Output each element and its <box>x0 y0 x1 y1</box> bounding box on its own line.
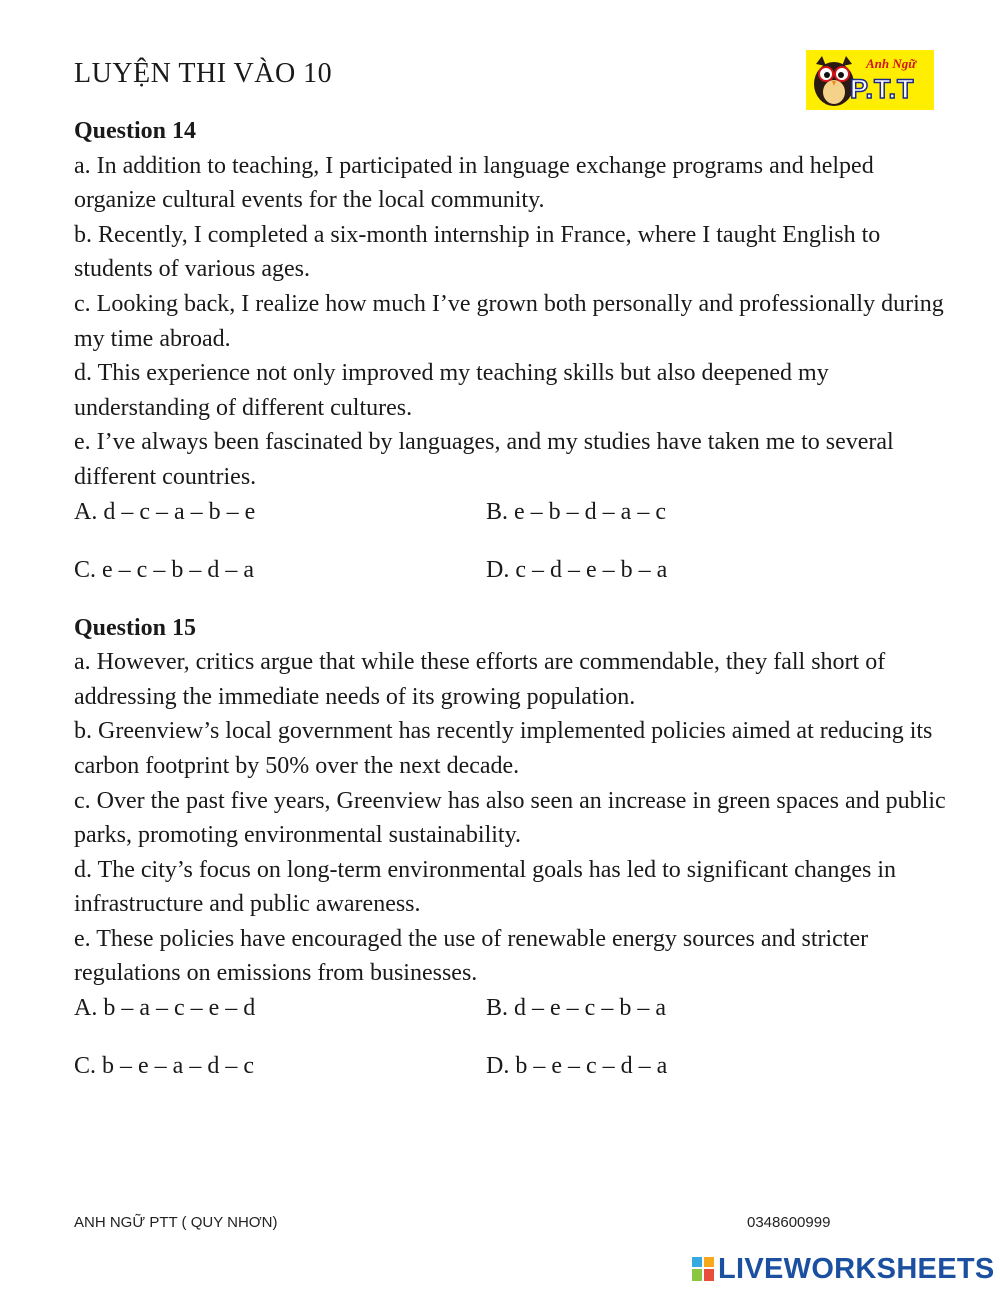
logo-text-anh-ngu: Anh Ngữ <box>866 56 917 71</box>
answer-row <box>74 553 954 611</box>
sentence-c: c. Over the past five years, Greenview has also seen an increase in green spaces and public parks, promoting environmental sustainability. <box>74 787 946 849</box>
sentence-d: d. The city’s focus on long-term environmental goals has led to significant changes in infrastructure and public awareness. <box>74 856 897 918</box>
question-title: Question 15 <box>74 614 197 641</box>
sentence-e: e. These policies have encouraged the use of renewable energy sources and stricter regulations on emissions from businesses. <box>74 925 869 987</box>
option-a[interactable]: A. d – c – a – b – e <box>74 498 256 525</box>
page-header-title: LUYỆN THI VÀO 10 <box>74 58 333 89</box>
liveworksheets-icon <box>692 1257 714 1281</box>
anh-ngu-ptt-logo <box>806 50 934 110</box>
question-block <box>74 611 954 1108</box>
sentence-a: a. However, critics argue that while these efforts are commendable, they fall short of addressing the immediate needs of its growing population. <box>74 649 886 710</box>
worksheet-content <box>74 114 954 1107</box>
sentence-e: e. I’ve always been fascinated by languages, and my studies have taken me to several different countries. <box>74 429 894 490</box>
sentence-d: d. This experience not only improved my teaching skills but also deepened my understanding of different cultures. <box>74 360 829 421</box>
liveworksheets-brand[interactable] <box>692 1252 995 1286</box>
logo-text-ptt: P.T.T <box>850 74 915 104</box>
option-b[interactable]: B. e – b – d – a – c <box>486 498 666 525</box>
sentence-b: b. Recently, I completed a six-month internship in France, where I taught English to students of various ages. <box>74 221 881 283</box>
liveworksheets-text: LIVEWORKSHEETS <box>718 1252 995 1285</box>
answer-row <box>74 991 954 1049</box>
option-a[interactable]: A. b – a – c – e – d <box>74 995 256 1022</box>
answer-row <box>74 495 954 553</box>
question-block <box>74 114 954 611</box>
sentence-b: b. Greenview’s local government has recently implemented policies aimed at reducing its carbon footprint by 50% over the next decade. <box>74 718 933 779</box>
option-c[interactable]: C. e – c – b – d – a <box>74 556 254 583</box>
option-d[interactable]: D. b – e – c – d – a <box>486 1053 668 1080</box>
footer-phone: 0348600999 <box>747 1214 831 1231</box>
question-title: Question 14 <box>74 118 197 144</box>
option-b[interactable]: B. d – e – c – b – a <box>486 995 666 1022</box>
answer-row <box>74 1049 954 1107</box>
sentence-c: c. Looking back, I realize how much I’ve grown both personally and professionally during my time abroad. <box>74 290 944 352</box>
footer-school-name: ANH NGỮ PTT ( QUY NHƠN) <box>74 1214 278 1231</box>
option-d[interactable]: D. c – d – e – b – a <box>486 556 668 583</box>
option-c[interactable]: C. b – e – a – d – c <box>74 1053 254 1080</box>
sentence-a: a. In addition to teaching, I participated in language exchange programs and helped organize cultural events for the local community. <box>74 152 874 214</box>
